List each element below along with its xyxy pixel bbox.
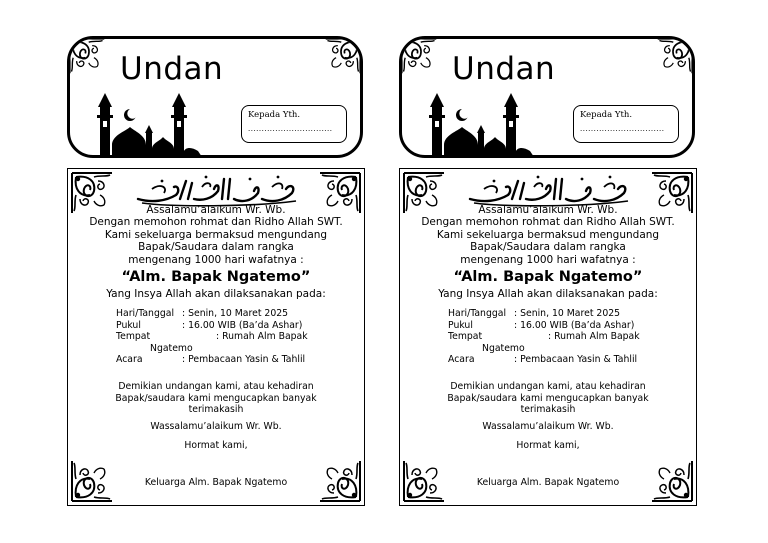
body-line: Kami sekeluarga bermaksud mengundang: [436, 228, 660, 241]
time-label: Pukul: [116, 319, 141, 331]
body-line: mengenang 1000 hari wafatnya :: [460, 253, 636, 266]
event-value: : Pembacaan Yasin & Tahlil: [182, 354, 306, 365]
body-line: mengenang 1000 hari wafatnya :: [128, 253, 304, 266]
body-line: Bapak/Saudara dalam rangka: [138, 241, 294, 254]
place-value: : Rumah Alm Bapak: [216, 331, 308, 342]
address-dots: ...............................: [248, 125, 333, 133]
day-value: : Senin, 10 Maret 2025: [182, 308, 289, 319]
envelope-header: [399, 36, 695, 158]
opening-greeting: Assalamu’alaikum Wr. Wb.: [146, 204, 286, 216]
invitation-card: [399, 168, 697, 506]
body-line: Dengan memohon rohmat dan Ridho Allah SWT.: [89, 216, 343, 229]
body-line: Dengan memohon rohmat dan Ridho Allah SWT.: [421, 216, 675, 229]
invitation-card: [67, 168, 365, 506]
mosque-icon: [426, 91, 536, 157]
corner-ornament-icon: [324, 37, 362, 75]
signature: Keluarga Alm. Bapak Ngatemo: [144, 477, 288, 488]
regards: Hormat kami,: [516, 440, 580, 451]
signature: Keluarga Alm. Bapak Ngatemo: [476, 477, 620, 488]
closing-line: Demikian undangan kami, atau kehadiran: [450, 381, 646, 392]
invitation-left: [67, 36, 365, 506]
place-label: Tempat: [116, 331, 151, 342]
event-details: [116, 308, 346, 366]
envelope-header: [67, 36, 363, 158]
address-label: Kepada Yth.: [580, 110, 633, 120]
deceased-name: “Alm. Bapak Ngatemo”: [453, 269, 643, 286]
time-label: Pukul: [448, 319, 473, 331]
corner-ornament-icon: [656, 37, 694, 75]
deceased-name: “Alm. Bapak Ngatemo”: [121, 269, 311, 286]
place-continuation: Ngatemo: [482, 342, 525, 354]
day-value: : Senin, 10 Maret 2025: [514, 308, 621, 319]
closing-line: Bapak/saudara kami mengucapkan banyak: [447, 392, 649, 404]
event-value: : Pembacaan Yasin & Tahlil: [514, 354, 638, 365]
invitation-right: [399, 36, 697, 506]
closing-line: Bapak/saudara kami mengucapkan banyak: [115, 392, 317, 404]
closing-line: Demikian undangan kami, atau kehadiran: [118, 381, 314, 392]
event-label: Acara: [448, 354, 475, 365]
day-label: Hari/Tanggal: [116, 308, 175, 319]
time-value: : 16.00 WIB (Ba’da Ashar): [514, 319, 635, 331]
intro-line: Yang Insya Allah akan dilaksanakan pada:: [106, 288, 326, 301]
place-value: : Rumah Alm Bapak: [548, 331, 640, 342]
mosque-icon: [94, 91, 204, 157]
address-label: Kepada Yth.: [248, 110, 301, 120]
regards: Hormat kami,: [184, 440, 248, 451]
closing-line: terimakasih: [520, 404, 576, 415]
closing-line: terimakasih: [188, 404, 244, 415]
header-title: Undan: [120, 51, 224, 87]
corner-ornament-icon: [400, 37, 438, 75]
address-dots: ...............................: [580, 125, 665, 133]
intro-line: Yang Insya Allah akan dilaksanakan pada:: [438, 288, 658, 301]
place-label: Tempat: [448, 331, 483, 342]
closing-greeting: Wassalamu’alaikum Wr. Wb.: [150, 421, 282, 432]
place-continuation: Ngatemo: [150, 342, 193, 354]
address-box: [573, 105, 679, 143]
closing-text: [400, 381, 696, 416]
closing-text: [68, 381, 364, 416]
closing-greeting: Wassalamu’alaikum Wr. Wb.: [482, 421, 614, 432]
opening-greeting: Assalamu’alaikum Wr. Wb.: [478, 204, 618, 216]
event-details: [448, 308, 678, 366]
body-line: Kami sekeluarga bermaksud mengundang: [104, 228, 328, 241]
header-title: Undan: [452, 51, 556, 87]
event-label: Acara: [116, 354, 143, 365]
address-box: [241, 105, 347, 143]
body-line: Bapak/Saudara dalam rangka: [470, 241, 626, 254]
day-label: Hari/Tanggal: [448, 308, 507, 319]
corner-ornament-icon: [68, 37, 106, 75]
time-value: : 16.00 WIB (Ba’da Ashar): [182, 319, 303, 331]
